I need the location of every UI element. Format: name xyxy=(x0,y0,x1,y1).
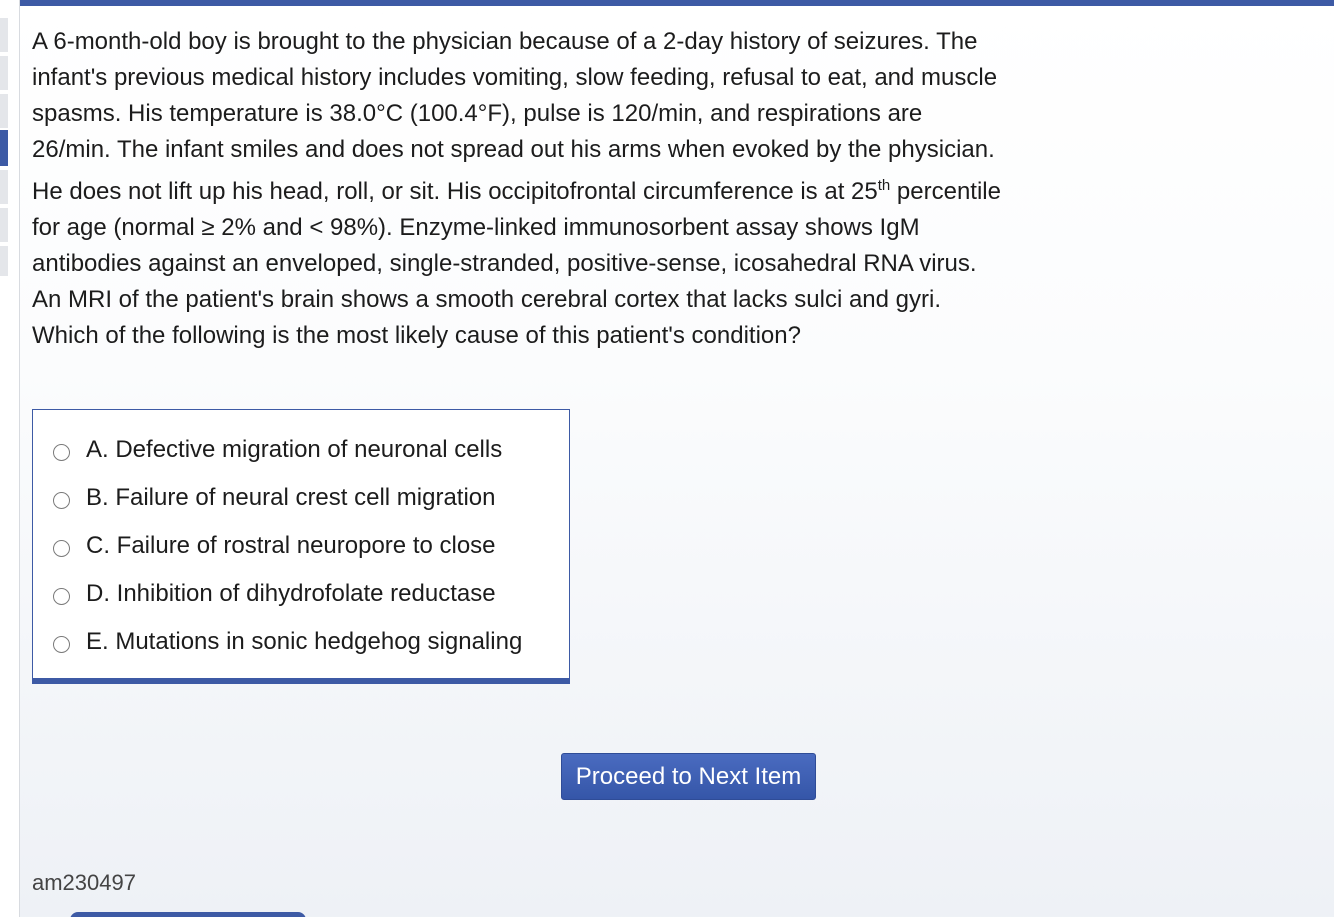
choice-label: B. Failure of neural crest cell migration xyxy=(86,484,496,511)
answer-choices-panel xyxy=(32,409,570,684)
choice-b[interactable] xyxy=(53,478,496,518)
nav-item[interactable] xyxy=(0,246,8,276)
stem-line xyxy=(32,174,1092,210)
stem-line: infant's previous medical history includes vomiting, slow feeding, refusal to eat, and muscle xyxy=(32,64,998,91)
radio-button[interactable] xyxy=(53,540,70,557)
stem-line: 26/min. The infant smiles and does not spread out his arms when evoked by the physician. xyxy=(32,136,995,163)
item-id: am230497 xyxy=(32,870,136,895)
radio-button[interactable] xyxy=(53,588,70,605)
choice-c[interactable] xyxy=(53,526,496,566)
proceed-to-next-item-button[interactable]: Proceed to Next Item xyxy=(561,753,816,800)
nav-item[interactable] xyxy=(0,94,8,128)
stem-line: spasms. His temperature is 38.0°C (100.4°F), pulse is 120/min, and respirations are xyxy=(32,100,923,127)
choice-a[interactable] xyxy=(53,430,502,470)
choice-d[interactable] xyxy=(53,574,496,614)
stem-line: An MRI of the patient's brain shows a smooth cerebral cortex that lacks sulci and gyri. xyxy=(32,286,941,313)
choice-label: E. Mutations in sonic hedgehog signaling xyxy=(86,628,523,655)
choice-label: A. Defective migration of neuronal cells xyxy=(86,436,503,463)
nav-item[interactable] xyxy=(0,170,8,204)
stem-line: antibodies against an enveloped, single-stranded, positive-sense, icosahedral RNA virus. xyxy=(32,250,977,277)
stem-line: A 6-month-old boy is brought to the physician because of a 2-day history of seizures. The xyxy=(32,28,978,55)
nav-item-current[interactable] xyxy=(0,130,8,166)
nav-item[interactable] xyxy=(0,18,8,52)
bottom-tab[interactable] xyxy=(70,912,306,917)
radio-button[interactable] xyxy=(53,636,70,653)
stem-line: Which of the following is the most likely cause of this patient's condition? xyxy=(32,322,801,349)
choice-e[interactable] xyxy=(53,622,522,662)
nav-item[interactable] xyxy=(0,56,8,90)
question-stem xyxy=(32,24,1092,354)
nav-item[interactable] xyxy=(0,208,8,242)
stem-line: for age (normal ≥ 2% and < 98%). Enzyme-linked immunosorbent assay shows IgM xyxy=(32,214,920,241)
stem-text: percentile xyxy=(890,178,1001,205)
top-accent-bar xyxy=(20,0,1334,6)
choice-label: C. Failure of rostral neuropore to close xyxy=(86,532,496,559)
stem-text: He does not lift up his head, roll, or sit. His occipitofrontal circumference is at 25 xyxy=(32,178,878,205)
choice-label: D. Inhibition of dihydrofolate reductase xyxy=(86,580,496,607)
question-navigator-rail xyxy=(0,0,20,917)
ordinal-suffix: th xyxy=(877,177,891,194)
radio-button[interactable] xyxy=(53,444,70,461)
radio-button[interactable] xyxy=(53,492,70,509)
